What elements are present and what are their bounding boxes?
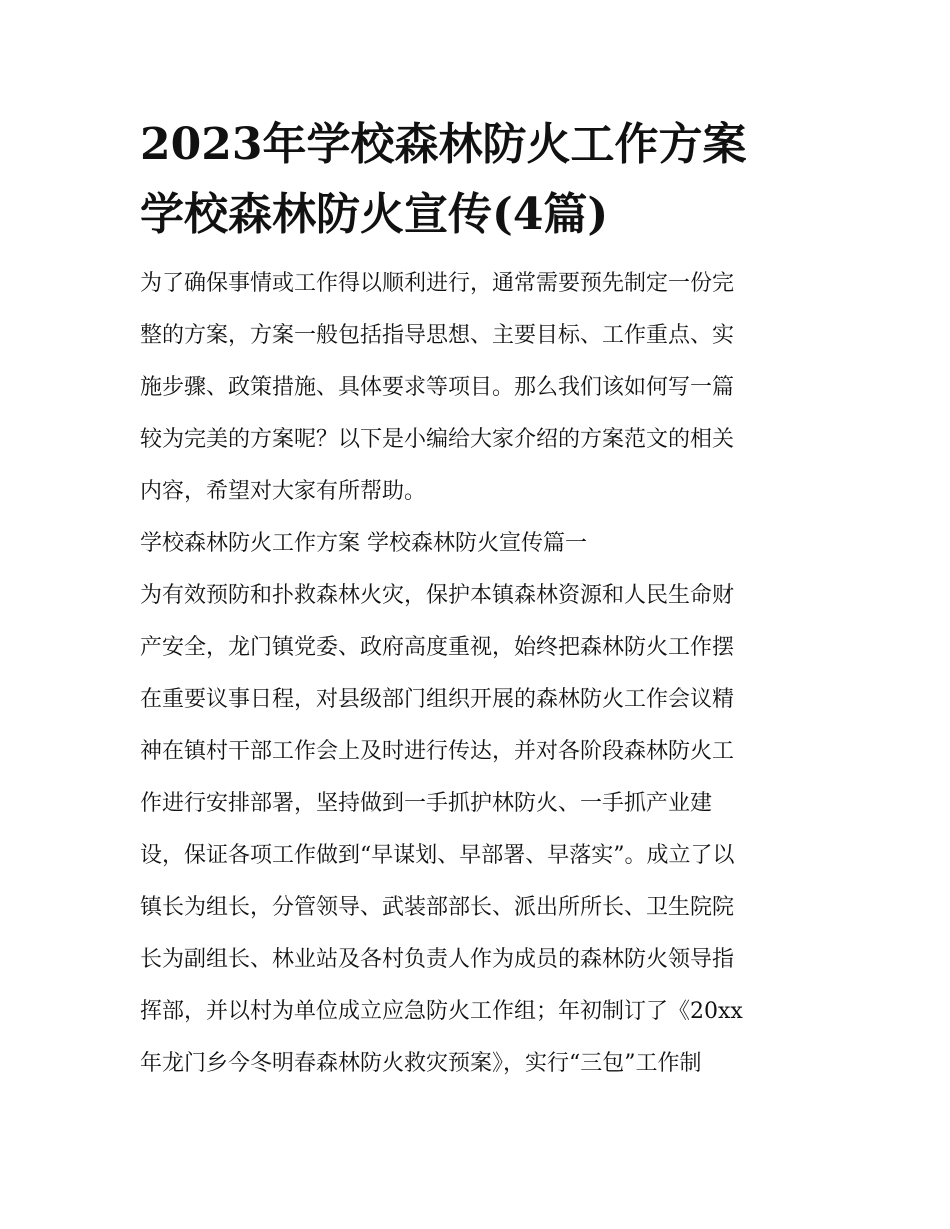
section-line: 挥部，并以村为单位成立应急防火工作组；年初制订了《20xx: [140, 999, 743, 1024]
section-line: 在重要议事日程，对县级部门组织开展的森林防火工作会议精: [140, 687, 735, 712]
intro-line: 施步骤、政策措施、具体要求等项目。那么我们该如何写一篇: [140, 375, 735, 400]
section-line: 年龙门乡今冬明春森林防火救灾预案》，实行“三包”工作制: [140, 1051, 702, 1076]
section-line: 设，保证各项工作做到“早谋划、早部署、早落实”。成立了以: [140, 843, 735, 868]
intro-line: 为了确保事情或工作得以顺利进行，通常需要预先制定一份完: [140, 271, 735, 296]
title-line-2: 学校森林防火宣传(4篇): [140, 189, 609, 240]
intro-line: 内容，希望对大家有所帮助。: [140, 479, 427, 504]
section-line: 产安全，龙门镇党委、政府高度重视，始终把森林防火工作摆: [140, 635, 735, 660]
document-page: [140, 110, 815, 1090]
section-line: 长为副组长、林业站及各村负责人作为成员的森林防火领导指: [140, 947, 735, 972]
section-line: 作进行安排部署，坚持做到一手抓护林防火、一手抓产业建: [140, 791, 713, 816]
intro-line: 整的方案，方案一般包括指导思想、主要目标、工作重点、实: [140, 323, 735, 348]
section-line: 神在镇村干部工作会上及时进行传达，并对各阶段森林防火工: [140, 739, 735, 764]
intro-line: 较为完美的方案呢？以下是小编给大家介绍的方案范文的相关: [140, 427, 735, 452]
section-line: 镇长为组长，分管领导、武装部部长、派出所所长、卫生院院: [140, 895, 735, 920]
section-line: 为有效预防和扑救森林火灾，保护本镇森林资源和人民生命财: [140, 583, 735, 608]
section-heading: 学校森林防火工作方案 学校森林防火宣传篇一: [140, 531, 587, 556]
section-paragraph: [140, 570, 815, 1090]
intro-paragraph: [140, 258, 815, 518]
document-body: [140, 258, 815, 1090]
title-line-1: 2023年学校森林防火工作方案: [140, 119, 747, 170]
document-title: [140, 110, 815, 250]
